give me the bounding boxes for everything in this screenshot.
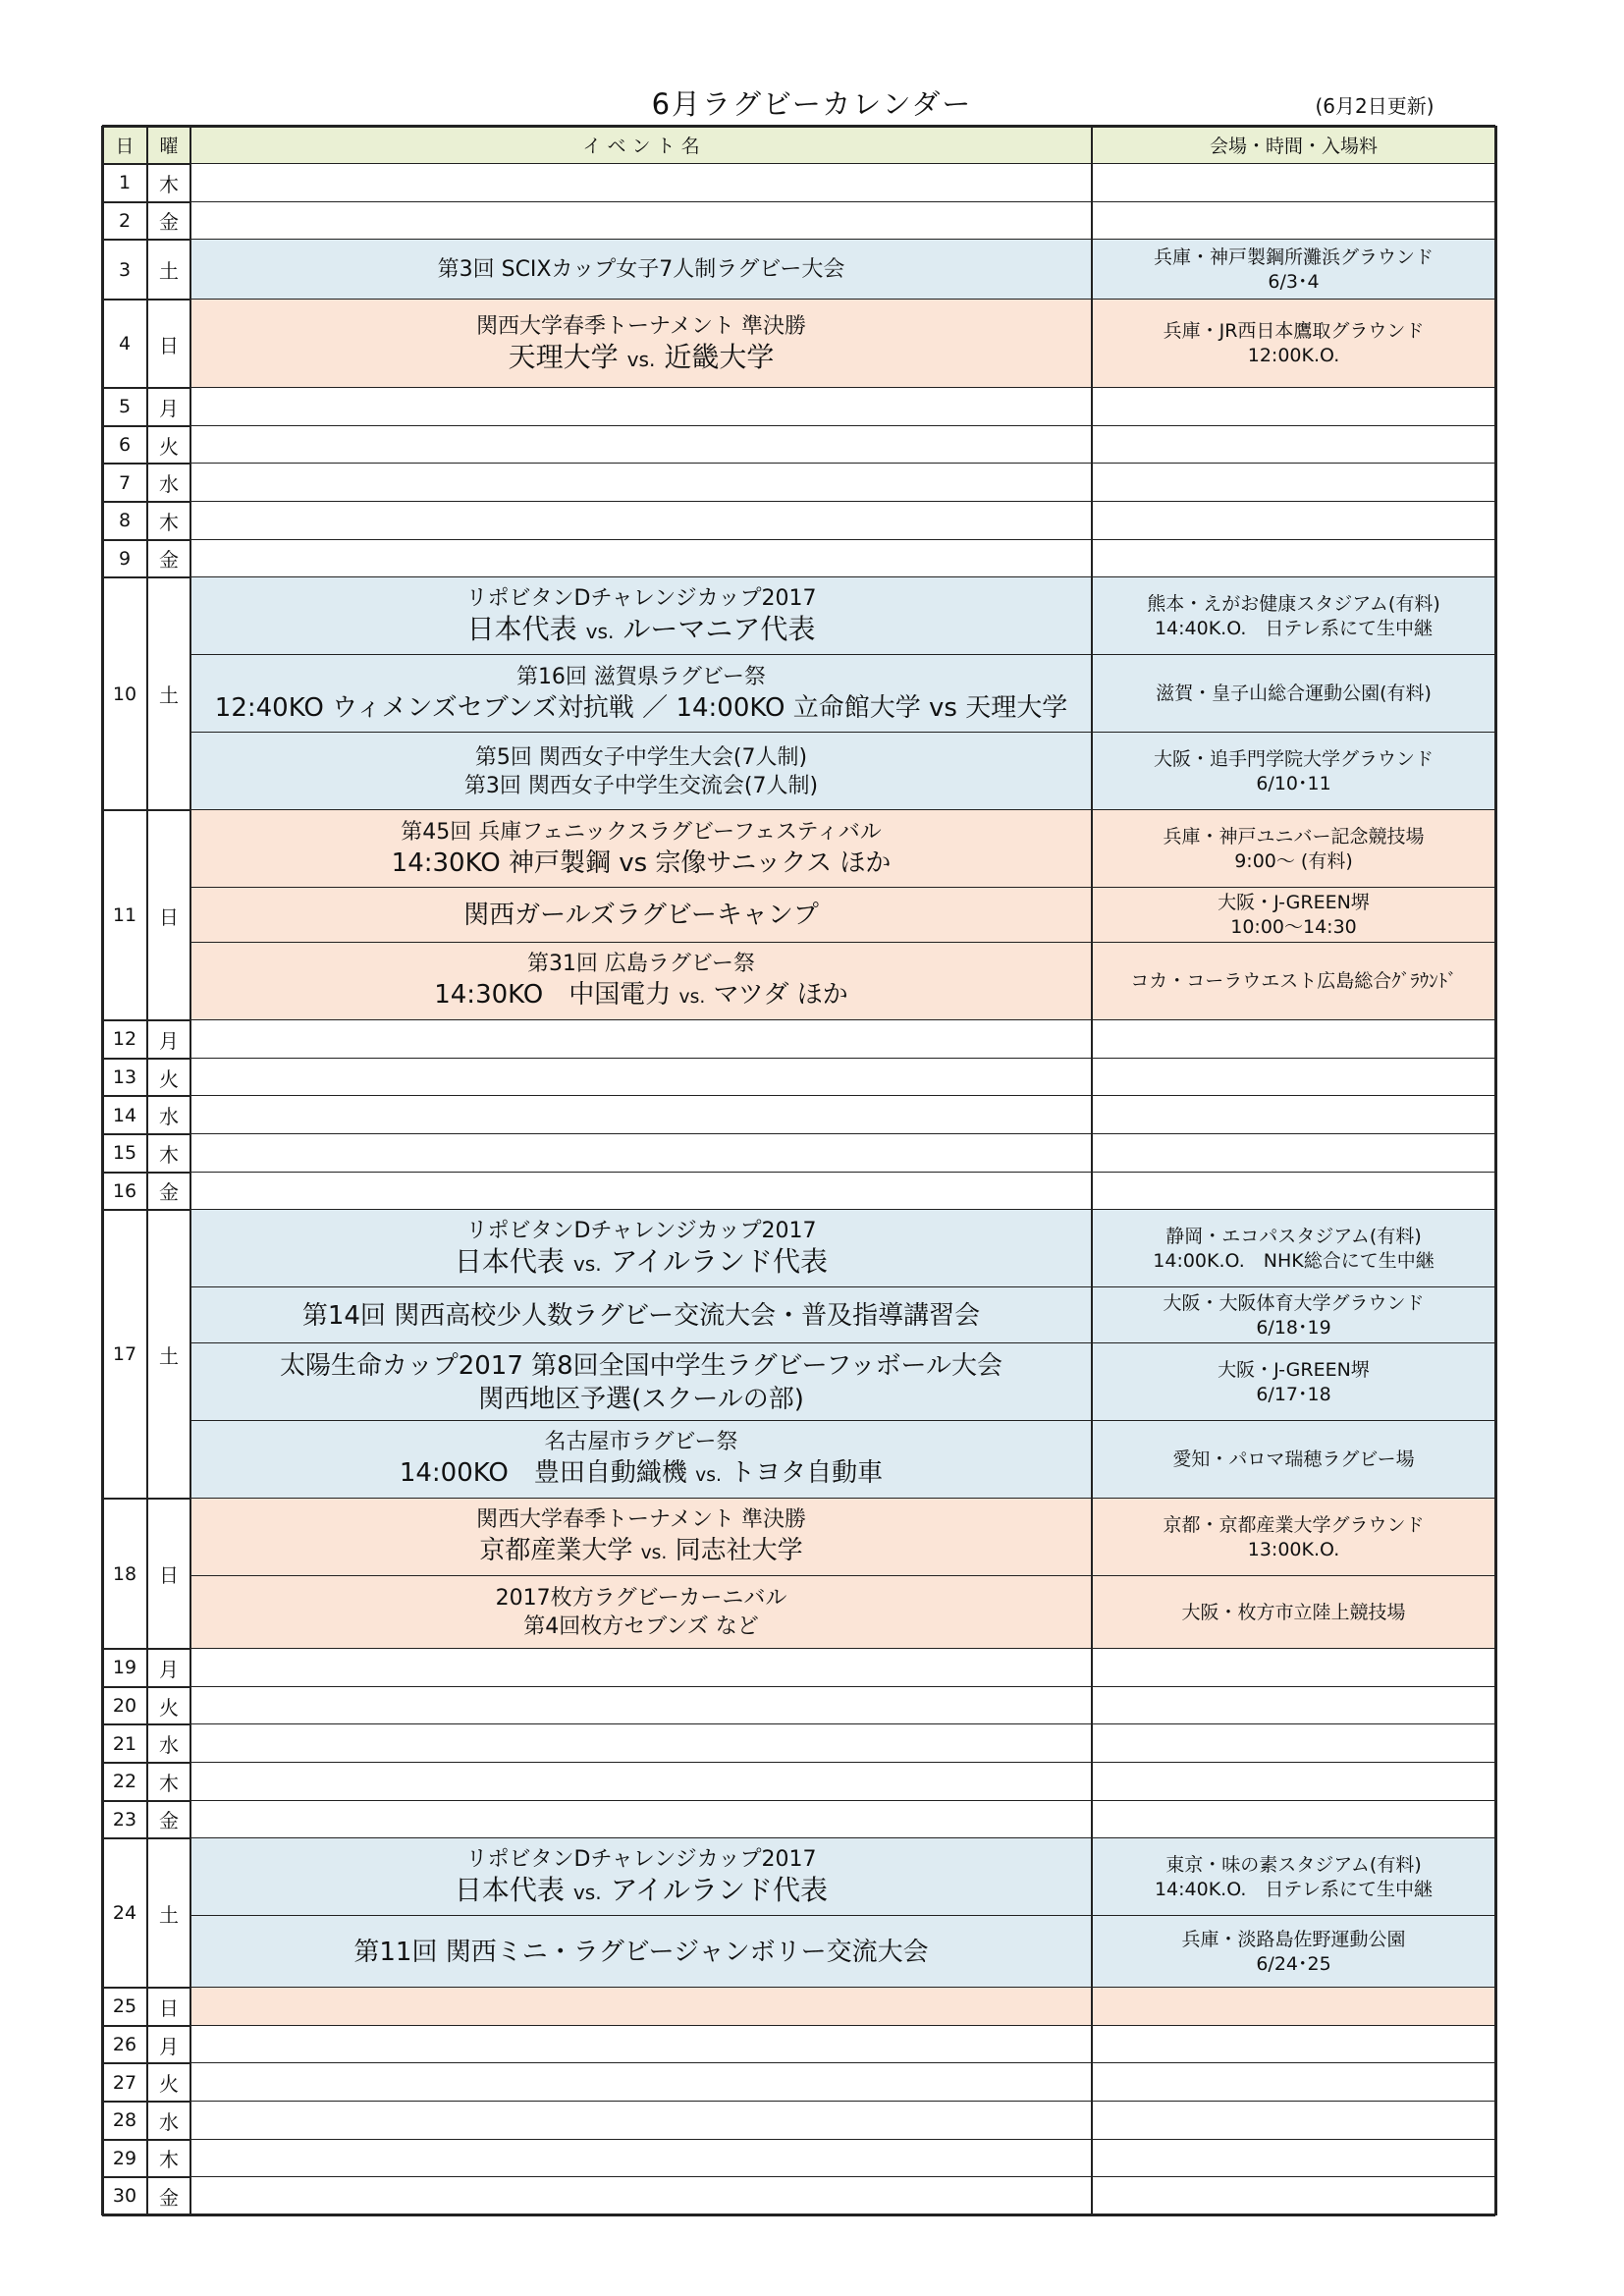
event-line bbox=[434, 978, 848, 1014]
day-of-week: 水 bbox=[159, 1733, 179, 1758]
event-line: 第4回枚方セブンズ など bbox=[523, 1614, 759, 1640]
venue-cell-empty bbox=[1092, 1724, 1495, 1763]
event-line bbox=[400, 1456, 883, 1493]
venue-line: 大阪・J-GREEN堺 bbox=[1218, 892, 1370, 914]
day-of-week: 日 bbox=[159, 1995, 179, 2020]
event-line: 第14回 関西高校少人数ラグビー交流大会・普及指導講習会 bbox=[301, 1300, 981, 1331]
day-number: 24 bbox=[112, 1902, 137, 1925]
event-line: 関西地区予選(スクールの部) bbox=[478, 1384, 804, 1414]
day-of-week: 月 bbox=[159, 1028, 179, 1053]
team-home: 日本代表 bbox=[454, 1874, 573, 1907]
venue-cell bbox=[1092, 655, 1495, 733]
day-number: 11 bbox=[112, 904, 137, 927]
event-cell-empty bbox=[190, 1763, 1092, 1801]
day-number: 28 bbox=[112, 2109, 137, 2132]
venue-cell-empty bbox=[1092, 164, 1495, 202]
day-of-week: 月 bbox=[159, 1657, 179, 1681]
venue-line: 13:00K.O. bbox=[1247, 1538, 1340, 1560]
venue-cell-empty bbox=[1092, 1173, 1495, 1211]
day-of-week: 土 bbox=[159, 1343, 179, 1368]
event-line: 関西大学春季トーナメント 準決勝 bbox=[475, 1506, 807, 1532]
event-line: 第5回 関西女子中学生大会(7人制) bbox=[474, 744, 808, 770]
day-of-week: 土 bbox=[159, 683, 179, 708]
venue-line: 京都・京都産業大学グラウンド bbox=[1163, 1513, 1425, 1536]
event-cell-empty bbox=[190, 164, 1092, 202]
event-cell-empty bbox=[190, 1988, 1092, 2026]
venue-line: 12:00K.O. bbox=[1247, 345, 1340, 367]
venue-cell-empty bbox=[1092, 1134, 1495, 1173]
day-number: 15 bbox=[112, 1142, 137, 1165]
venue-line: 熊本・えがお健康スタジアム(有料) bbox=[1147, 592, 1440, 615]
event-cell-empty bbox=[190, 464, 1092, 502]
event-cell-empty bbox=[190, 202, 1092, 241]
day-of-week: 木 bbox=[159, 2148, 179, 2172]
event-cell bbox=[190, 1210, 1092, 1287]
day-number: 10 bbox=[112, 683, 137, 705]
day-number: 6 bbox=[118, 434, 132, 457]
venue-cell-empty bbox=[1092, 1096, 1495, 1134]
day-number: 17 bbox=[112, 1343, 137, 1366]
day-number: 14 bbox=[112, 1104, 137, 1126]
day-number: 23 bbox=[112, 1808, 137, 1831]
team-away: マツダ ほか bbox=[705, 979, 848, 1010]
versus-label: vs. bbox=[695, 1464, 722, 1486]
venue-line: 静岡・エコパスタジアム(有料) bbox=[1165, 1225, 1422, 1247]
venue-cell-empty bbox=[1092, 2063, 1495, 2102]
venue-cell-empty bbox=[1092, 464, 1495, 502]
venue-cell bbox=[1092, 240, 1495, 300]
event-line: 第3回 関西女子中学生交流会(7人制) bbox=[463, 773, 819, 798]
event-line: 名古屋市ラグビー祭 bbox=[544, 1429, 738, 1454]
venue-cell bbox=[1092, 577, 1495, 655]
event-line: 第3回 SCIXカップ女子7人制ラグビー大会 bbox=[437, 257, 845, 283]
event-line bbox=[467, 613, 816, 648]
grid-line-v bbox=[1091, 126, 1093, 2215]
team-home: 日本代表 bbox=[466, 613, 586, 646]
day-number: 9 bbox=[118, 547, 132, 570]
venue-line: 滋賀・皇子山総合運動公園(有料) bbox=[1156, 683, 1432, 705]
venue-cell bbox=[1092, 300, 1495, 388]
team-home: 日本代表 bbox=[454, 1245, 573, 1279]
venue-line: 大阪・枚方市立陸上競技場 bbox=[1181, 1601, 1406, 1623]
venue-line: 6/3･4 bbox=[1268, 270, 1320, 293]
header-venue: 会場・時間・入場料 bbox=[1092, 126, 1495, 164]
grid-line-v bbox=[146, 126, 148, 2215]
team-home: 京都産業大学 bbox=[479, 1535, 641, 1565]
venue-line: 9:00～ (有料) bbox=[1234, 849, 1353, 872]
event-cell-empty bbox=[190, 540, 1092, 578]
venue-cell-empty bbox=[1092, 2177, 1495, 2215]
event-cell-empty bbox=[190, 2102, 1092, 2140]
event-line: リポビタンDチャレンジカップ2017 bbox=[465, 1847, 817, 1873]
event-line: リポビタンDチャレンジカップ2017 bbox=[465, 586, 817, 612]
team-home: 14:00KO 豊田自動織機 bbox=[399, 1457, 696, 1488]
day-number: 3 bbox=[118, 258, 132, 281]
venue-cell bbox=[1092, 733, 1495, 810]
venue-cell-empty bbox=[1092, 1687, 1495, 1725]
event-line: 12:40KO ウィメンズセブンズ対抗戦 ／ 14:00KO 立命館大学 vs 天理大学 bbox=[214, 693, 1068, 724]
day-of-week: 木 bbox=[159, 1771, 179, 1795]
day-number: 4 bbox=[118, 333, 132, 355]
event-cell bbox=[190, 1421, 1092, 1499]
event-cell-empty bbox=[190, 2177, 1092, 2215]
day-of-week: 木 bbox=[159, 1142, 179, 1167]
venue-line: コカ・コーラウエスト広島総合ｸﾞﾗｳﾝﾄﾞ bbox=[1130, 970, 1457, 993]
day-of-week: 月 bbox=[159, 2034, 179, 2058]
event-cell bbox=[190, 1499, 1092, 1576]
event-line bbox=[509, 341, 775, 376]
header-dow: 曜 bbox=[147, 126, 190, 164]
event-cell bbox=[190, 655, 1092, 733]
event-cell bbox=[190, 1343, 1092, 1421]
event-cell bbox=[190, 577, 1092, 655]
venue-cell-empty bbox=[1092, 1649, 1495, 1687]
day-of-week: 水 bbox=[159, 1105, 179, 1129]
day-of-week: 水 bbox=[159, 2109, 179, 2134]
event-cell-empty bbox=[190, 1020, 1092, 1059]
venue-cell-empty bbox=[1092, 540, 1495, 578]
event-line: 2017枚方ラグビーカーニバル bbox=[495, 1586, 787, 1612]
venue-cell-empty bbox=[1092, 426, 1495, 465]
event-cell-empty bbox=[190, 1801, 1092, 1839]
venue-cell bbox=[1092, 1916, 1495, 1988]
venue-line: 大阪・追手門学院大学グラウンド bbox=[1153, 747, 1434, 770]
event-line bbox=[479, 1534, 802, 1570]
page-title: 6月ラグビーカレンダー bbox=[651, 87, 973, 121]
event-cell-empty bbox=[190, 1687, 1092, 1725]
day-number: 25 bbox=[112, 1995, 137, 2018]
day-number: 18 bbox=[112, 1562, 137, 1585]
day-of-week: 火 bbox=[159, 434, 179, 459]
venue-line: 6/18･19 bbox=[1256, 1316, 1331, 1339]
venue-cell-empty bbox=[1092, 388, 1495, 426]
event-cell-empty bbox=[190, 426, 1092, 465]
grid-line-h bbox=[102, 125, 1495, 128]
versus-label: vs. bbox=[678, 986, 706, 1008]
day-number: 27 bbox=[112, 2071, 137, 2094]
venue-line: 兵庫・神戸製鋼所灘浜グラウンド bbox=[1153, 246, 1434, 268]
event-cell-empty bbox=[190, 502, 1092, 540]
event-cell bbox=[190, 888, 1092, 943]
event-cell bbox=[190, 1916, 1092, 1988]
day-number: 7 bbox=[118, 471, 132, 494]
team-away: 近畿大学 bbox=[655, 340, 775, 373]
day-number: 1 bbox=[118, 172, 132, 194]
venue-cell bbox=[1092, 1343, 1495, 1421]
venue-cell-empty bbox=[1092, 2140, 1495, 2178]
venue-cell bbox=[1092, 1499, 1495, 1576]
venue-cell-empty bbox=[1092, 1059, 1495, 1097]
day-of-week: 日 bbox=[159, 1563, 179, 1588]
venue-cell-empty bbox=[1092, 1988, 1495, 2026]
event-cell-empty bbox=[190, 2063, 1092, 2102]
event-cell bbox=[190, 1287, 1092, 1343]
grid-line-v bbox=[101, 126, 104, 2215]
event-cell bbox=[190, 240, 1092, 300]
event-cell bbox=[190, 1838, 1092, 1916]
event-cell-empty bbox=[190, 2026, 1092, 2064]
event-cell bbox=[190, 1576, 1092, 1649]
event-cell-empty bbox=[190, 1724, 1092, 1763]
event-line bbox=[455, 1245, 828, 1281]
venue-cell-empty bbox=[1092, 202, 1495, 241]
header-event: イ ベ ン ト 名 bbox=[190, 126, 1092, 164]
update-note: (6月2日更新) bbox=[1315, 94, 1435, 118]
team-away: アイルランド代表 bbox=[601, 1874, 829, 1907]
grid-line-h bbox=[102, 2214, 1495, 2216]
day-number: 13 bbox=[112, 1066, 137, 1089]
header-day: 日 bbox=[102, 126, 147, 164]
venue-line: 6/10･11 bbox=[1256, 772, 1331, 794]
venue-cell bbox=[1092, 810, 1495, 888]
venue-line: 14:00K.O. NHK総合にて生中継 bbox=[1153, 1249, 1435, 1272]
day-of-week: 水 bbox=[159, 472, 179, 497]
venue-cell-empty bbox=[1092, 2026, 1495, 2064]
day-number: 26 bbox=[112, 2034, 137, 2056]
grid-line-v bbox=[1494, 126, 1497, 2215]
versus-label: vs. bbox=[572, 1881, 602, 1905]
day-of-week: 金 bbox=[159, 2185, 179, 2210]
venue-cell bbox=[1092, 1838, 1495, 1916]
team-away: トヨタ自動車 bbox=[721, 1457, 884, 1488]
day-number: 2 bbox=[118, 209, 132, 232]
event-line: 14:30KO 神戸製鋼 vs 宗像サニックス ほか bbox=[391, 848, 892, 879]
day-of-week: 火 bbox=[159, 2072, 179, 2097]
event-cell-empty bbox=[190, 1649, 1092, 1687]
day-number: 5 bbox=[118, 396, 132, 418]
venue-line: 愛知・パロマ瑞穂ラグビー場 bbox=[1172, 1449, 1415, 1471]
venue-line: 兵庫・淡路島佐野運動公園 bbox=[1181, 1928, 1406, 1950]
event-line: 関西大学春季トーナメント 準決勝 bbox=[475, 313, 807, 339]
day-of-week: 木 bbox=[159, 510, 179, 534]
event-cell-empty bbox=[190, 1059, 1092, 1097]
venue-line: 14:40K.O. 日テレ系にて生中継 bbox=[1154, 617, 1434, 639]
day-of-week: 金 bbox=[159, 1809, 179, 1833]
day-of-week: 土 bbox=[159, 1902, 179, 1927]
team-home: 天理大学 bbox=[508, 340, 627, 373]
day-number: 16 bbox=[112, 1179, 137, 1202]
event-line: 第16回 滋賀県ラグビー祭 bbox=[515, 665, 767, 690]
event-cell bbox=[190, 810, 1092, 888]
team-away: アイルランド代表 bbox=[601, 1245, 829, 1279]
venue-cell-empty bbox=[1092, 2102, 1495, 2140]
versus-label: vs. bbox=[585, 620, 615, 644]
venue-line: 14:40K.O. 日テレ系にて生中継 bbox=[1154, 1878, 1434, 1900]
day-number: 8 bbox=[118, 510, 132, 532]
venue-cell-empty bbox=[1092, 502, 1495, 540]
day-of-week: 月 bbox=[159, 396, 179, 420]
venue-cell-empty bbox=[1092, 1801, 1495, 1839]
day-of-week: 火 bbox=[159, 1066, 179, 1091]
venue-line: 6/24･25 bbox=[1256, 1952, 1331, 1975]
day-number: 21 bbox=[112, 1732, 137, 1755]
event-cell bbox=[190, 733, 1092, 810]
venue-cell bbox=[1092, 1210, 1495, 1287]
event-cell bbox=[190, 300, 1092, 388]
event-line: 太陽生命カップ2017 第8回全国中学生ラグビーフッボール大会 bbox=[279, 1350, 1003, 1381]
venue-cell bbox=[1092, 1421, 1495, 1499]
event-cell-empty bbox=[190, 1134, 1092, 1173]
venue-cell bbox=[1092, 943, 1495, 1020]
event-cell-empty bbox=[190, 2140, 1092, 2178]
venue-line: 兵庫・JR西日本鷹取グラウンド bbox=[1163, 320, 1425, 343]
venue-cell bbox=[1092, 1576, 1495, 1649]
versus-label: vs. bbox=[640, 1542, 668, 1563]
event-line: 第45回 兵庫フェニックスラグビーフェスティバル bbox=[401, 820, 882, 846]
event-line bbox=[455, 1874, 828, 1909]
venue-line: 6/17･18 bbox=[1256, 1383, 1331, 1405]
team-away: ルーマニア代表 bbox=[614, 613, 816, 646]
day-number: 12 bbox=[112, 1028, 137, 1051]
day-number: 22 bbox=[112, 1771, 137, 1793]
venue-line: 大阪・J-GREEN堺 bbox=[1218, 1358, 1370, 1381]
event-cell-empty bbox=[190, 1173, 1092, 1211]
venue-cell-empty bbox=[1092, 1020, 1495, 1059]
team-away: 同志社大学 bbox=[667, 1535, 803, 1565]
venue-line: 大阪・大阪体育大学グラウンド bbox=[1163, 1291, 1425, 1314]
day-of-week: 日 bbox=[159, 904, 179, 929]
event-cell bbox=[190, 943, 1092, 1020]
day-of-week: 金 bbox=[159, 210, 179, 235]
venue-line: 兵庫・神戸ユニバー記念競技場 bbox=[1163, 825, 1425, 847]
event-line: リポビタンDチャレンジカップ2017 bbox=[465, 1219, 817, 1244]
event-cell-empty bbox=[190, 1096, 1092, 1134]
versus-label: vs. bbox=[626, 347, 656, 371]
versus-label: vs. bbox=[572, 1252, 602, 1277]
venue-cell bbox=[1092, 888, 1495, 943]
day-of-week: 金 bbox=[159, 1180, 179, 1205]
day-of-week: 土 bbox=[159, 259, 179, 284]
day-number: 20 bbox=[112, 1695, 137, 1718]
venue-cell-empty bbox=[1092, 1763, 1495, 1801]
event-line: 第11回 関西ミニ・ラグビージャンボリー交流大会 bbox=[353, 1937, 929, 1967]
day-of-week: 日 bbox=[159, 333, 179, 357]
day-number: 30 bbox=[112, 2185, 137, 2208]
grid-line-v bbox=[189, 126, 191, 2215]
day-number: 19 bbox=[112, 1657, 137, 1679]
team-home: 14:30KO 中国電力 bbox=[434, 979, 679, 1010]
day-of-week: 火 bbox=[159, 1695, 179, 1720]
day-of-week: 金 bbox=[159, 548, 179, 573]
venue-line: 10:00～14:30 bbox=[1230, 916, 1357, 939]
event-line: 関西ガールズラグビーキャンプ bbox=[463, 901, 819, 931]
venue-line: 東京・味の素スタジアム(有料) bbox=[1165, 1853, 1422, 1876]
day-number: 29 bbox=[112, 2147, 137, 2169]
event-cell-empty bbox=[190, 388, 1092, 426]
event-line: 第31回 広島ラグビー祭 bbox=[526, 951, 756, 976]
day-of-week: 木 bbox=[159, 172, 179, 196]
venue-cell bbox=[1092, 1287, 1495, 1343]
